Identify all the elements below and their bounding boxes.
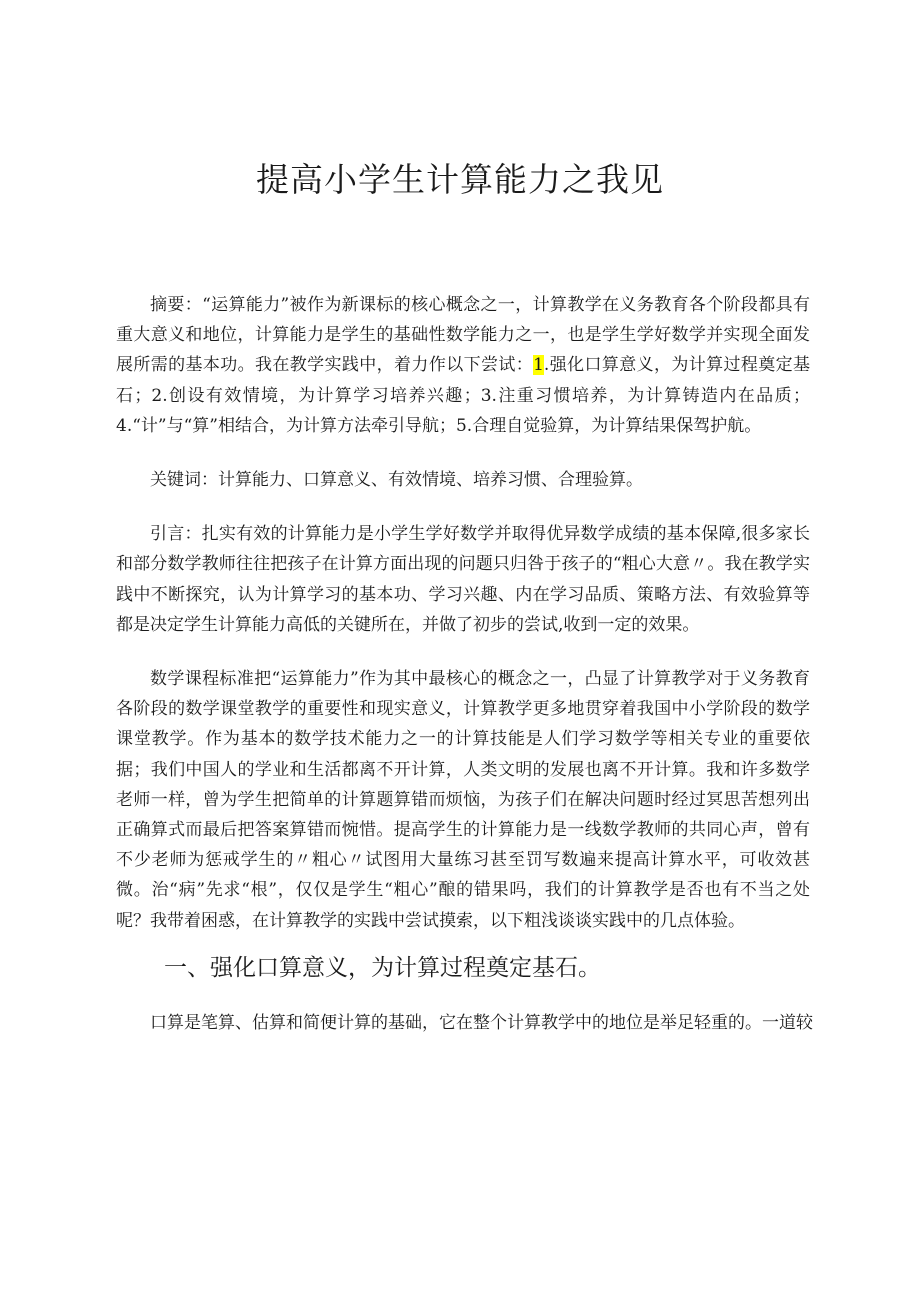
document-title: 提高小学生计算能力之我见 bbox=[256, 160, 664, 199]
abstract-paragraph bbox=[116, 290, 810, 441]
introduction-paragraph: 引言：扎实有效的计算能力是小学生学好数学并取得优异数学成绩的基本保障,很多家长和部分数学教师往往把孩子在计算方面出现的问题只归咎于孩子的“粗心大意〃。我在教学实践中不断探究，认为计算学习的基本功、学习兴趣、内在学习品质、策略方法、有效验算等都是决定学生计算能力高低的关键所在，并做了初步的尝试,收到一定的效果。 bbox=[116, 524, 810, 635]
section-heading-1: 一、强化口算意义，为计算过程奠定基石。 bbox=[164, 954, 601, 981]
abstract-text-rest: .强化口算意义，为计算过程奠定基石；2.创设有效情境，为计算学习培养兴趣；3.注重习惯培养，为计算铸造内在品质；4.“计”与“算”相结合，为计算方法牵引导航；5.合理自觉验算，为计算结果保驾护航。 bbox=[116, 355, 811, 436]
highlighted-marker: 1 bbox=[533, 355, 544, 376]
section-1-paragraph: 口算是笔算、估算和简便计算的基础，它在整个计算教学中的地位是举足轻重的。一道较 bbox=[150, 1012, 813, 1033]
main-paragraph: 数学课程标准把“运算能力”作为其中最核心的概念之一，凸显了计算教学对于义务教育各阶段的数学课堂教学的重要性和现实意义，计算教学更多地贯穿着我国中小学阶段的数学课堂教学。作为基本的数学技术能力之一的计算技能是人们学习数学等相关专业的重要依据；我们中国人的学业和生活都离不开计算，人类文明的发展也离不开计算。我和许多数学老师一样，曾为学生把简单的计算题算错而烦恼，为孩子们在解决问题时经过冥思苦想列出正确算式而最后把答案算错而惋惜。提高学生的计算能力是一线数学教师的共同心声，曾有不少老师为惩戒学生的〃粗心〃试图用大量练习甚至罚写数遍来提高计算水平，可收效甚微。治“病”先求“根”，仅仅是学生“粗心”酿的错果吗，我们的计算教学是否也有不当之处呢？我带着困惑，在计算教学的实践中尝试摸索，以下粗浅谈谈实践中的几点体验。 bbox=[116, 669, 810, 931]
keywords-paragraph: 关键词：计算能力、口算意义、有效情境、培养习惯、合理验算。 bbox=[150, 470, 643, 491]
document-body bbox=[116, 290, 813, 1038]
abstract-text-start: 摘要：“运算能力”被作为新课标的核心概念之一，计算教学在义务教育各个阶段都具有重大意义和地位，计算能力是学生的基础性数学能力之一，也是学生学好数学并实现全面发展所需的基本功。我在教学实践中，着力作以下尝试： bbox=[116, 295, 810, 376]
